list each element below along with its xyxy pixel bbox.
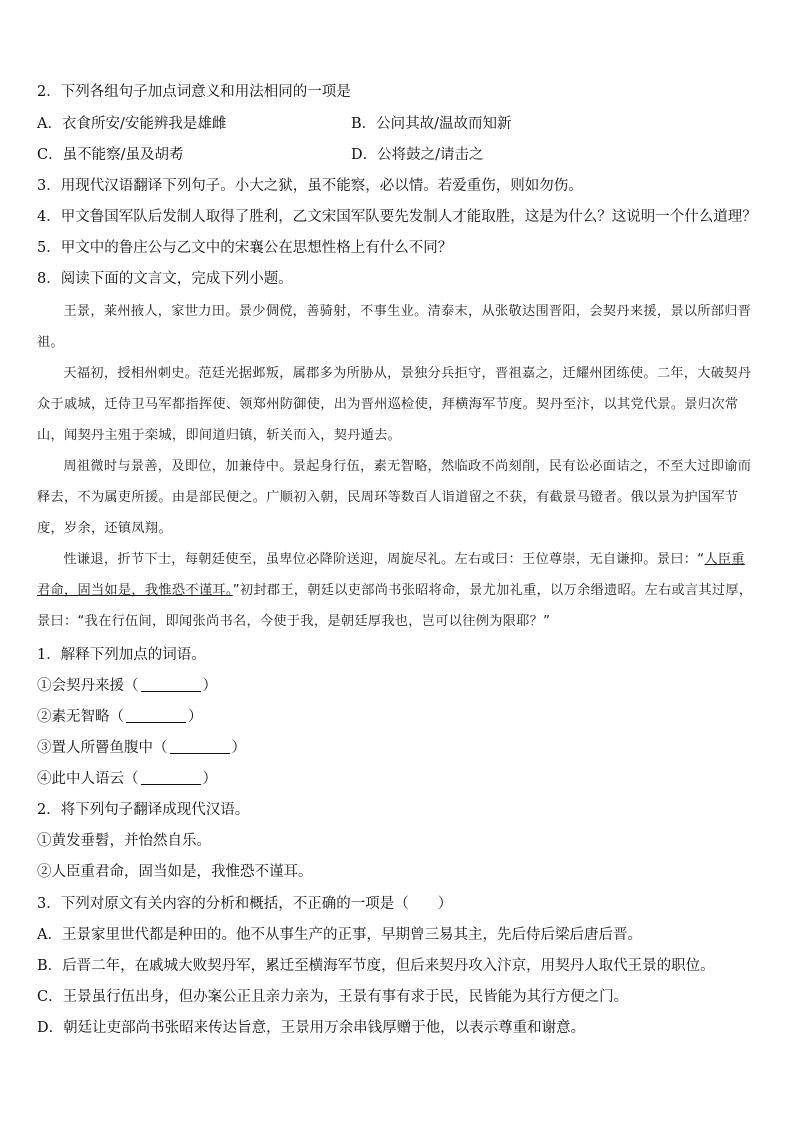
choice-d: D．朝廷让吏部尚书张昭来传达旨意，王景用万余串钱厚赠于他，以表示尊重和谢意。: [37, 1020, 586, 1036]
question-3: 3．用现代汉语翻译下列句子。小大之狱，虽不能察，必以情。若爱重伤，则如勿伤。: [37, 178, 583, 194]
answer-blank[interactable]: [141, 677, 201, 692]
option-d: D．公将鼓之/请击之: [351, 147, 484, 163]
sub-question-1: 1．解释下列加点的词语。: [37, 647, 206, 663]
blank-item-1: ①会契丹来援（ ）: [37, 678, 217, 694]
option-c: C．虽不能察/虽及胡耇: [37, 147, 184, 163]
translate-item-2: ②人臣重君命，固当如是，我惟恐不谨耳。: [37, 864, 313, 880]
passage-paragraph-3: 周祖微时与景善，及即位，加兼侍中。景起身行伍，素无智略，然临政不尚刻削，民有讼必面诘之，不至大过即谕而释去，不为属吏所援。由是部民便之。广顺初入朝，民周环等数百人诣道留之不获，有截景马镫者。俄以景为护国军节度，岁余，还镇凤翔。: [37, 459, 752, 536]
option-a: A．衣食所安/安能辨我是雄雌: [37, 116, 227, 132]
choice-b: B．后晋二年，在戚城大败契丹军，累迁至横海军节度，但后来契丹攻入汴京，用契丹人取代王景的职位。: [37, 958, 715, 974]
answer-blank[interactable]: [170, 739, 230, 754]
option-b: B．公问其故/温故而知新: [351, 116, 512, 132]
passage-paragraph-2: 天福初，授相州刺史。范廷光据邺叛，属郡多为所胁从，景独分兵拒守，晋祖嘉之，迁耀州团练使。二年，大破契丹众于戚城，迁侍卫马军都指挥使、领郑州防御使，出为晋州巡检使，拜横海军节度。契丹至汴，以其党代景。景归次常山，闻契丹主殂于栾城，即间道归镇，斩关而入，契丹遁去。: [37, 366, 752, 443]
passage-paragraph-1: 王景，莱州掖人，家世力田。景少倜傥，善骑射，不事生业。清泰末，从张敬达围晋阳，会契丹来援，景以所部归晋祖。: [37, 304, 752, 350]
choice-a: A．王景家里世代都是种田的。他不从事生产的正事，早期曾三易其主，先后侍后梁后唐后晋。: [37, 927, 642, 943]
option-row-ab: [37, 114, 512, 134]
blank-item-3: ③置人所罾鱼腹中（ ）: [37, 740, 246, 756]
answer-blank[interactable]: [126, 708, 186, 723]
passage-paragraph-4: 性谦退，折节下士，每朝廷使至，虽卑位必降阶送迎，周旋尽礼。左右或曰：王位尊崇，无自谦抑。景曰：“人臣重君命，固当如是，我惟恐不谨耳。”初封郡王，朝廷以吏部尚书张昭将命，景尤加礼重，以万余缗遗昭。左右或言其过厚，景曰：“我在行伍间，即闻张尚书名，今使于我，是朝廷厚我也，岂可以往例为限耶？”: [37, 552, 753, 629]
translate-item-1: ①黄发垂髫，并怡然自乐。: [37, 833, 211, 849]
classical-passage: [37, 296, 757, 637]
blank-item-4: ④此中人语云（ ）: [37, 771, 217, 787]
underlined-sentence: 人臣重君命，固当如是，我惟恐不谨耳。: [37, 552, 745, 598]
question-8: 8．阅读下面的文言文，完成下列小题。: [37, 271, 293, 287]
sub-question-2: 2．将下列句子翻译成现代汉语。: [37, 802, 250, 818]
answer-blank[interactable]: [141, 770, 201, 785]
choice-c: C．王景虽行伍出身，但办案公正且亲力亲为，王景有事有求于民，民皆能为其行方便之门。: [37, 989, 629, 1005]
question-5: 5．甲文中的鲁庄公与乙文中的宋襄公在思想性格上有什么不同？: [37, 240, 453, 256]
question-4: 4．甲文鲁国军队后发制人取得了胜利，乙文宋国军队要先发制人才能取胜，这是为什么？这说明一个什么道理？: [37, 209, 757, 225]
question-2: 2．下列各组句子加点词意义和用法相同的一项是: [37, 84, 351, 100]
sub-question-3: 3．下列对原文有关内容的分析和概括，不正确的一项是（ ）: [37, 896, 453, 912]
blank-item-2: ②素无智略（ ）: [37, 709, 203, 725]
option-row-cd: [37, 145, 484, 165]
